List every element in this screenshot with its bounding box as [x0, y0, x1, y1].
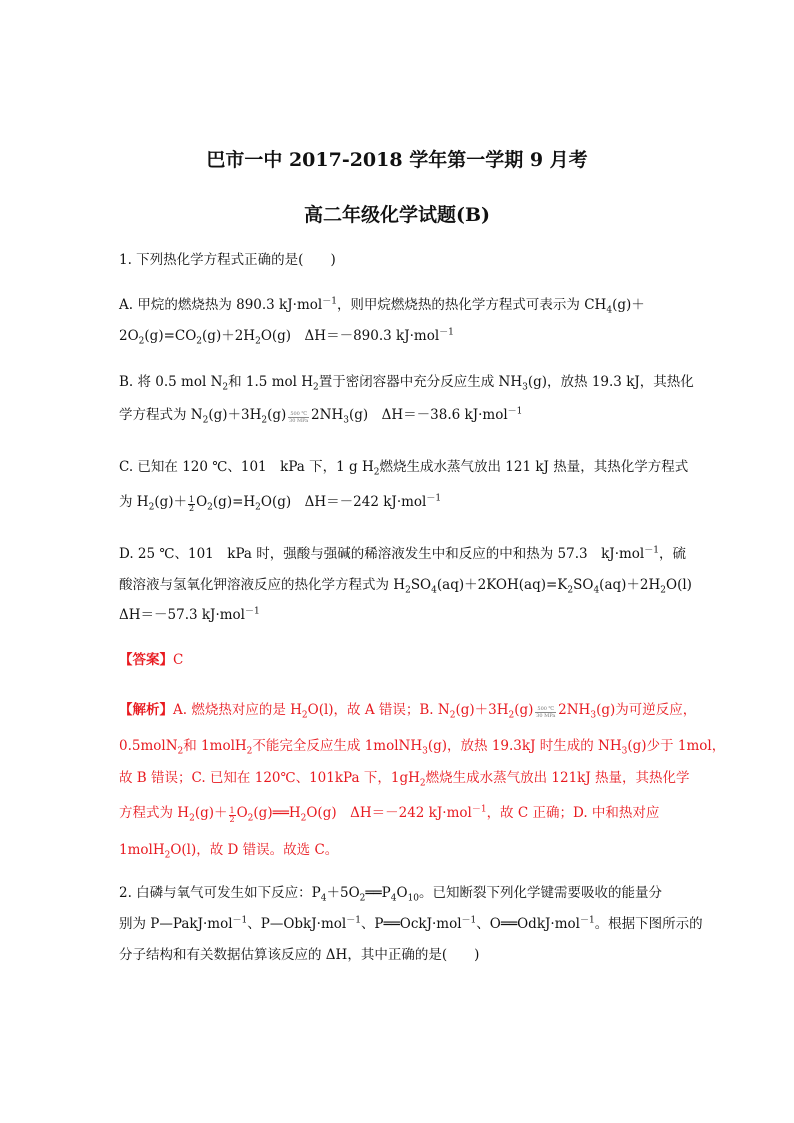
exam-subtitle: 高二年级化学试题(B) — [303, 204, 491, 226]
question-2-line-3: 分子结构和有关数据估算该反应的 ΔH，其中正确的是( ) — [119, 947, 480, 963]
option-d-line-2: 酸溶液与氢氧化钾溶液反应的热化学方程式为 $H_2SO_4(aq)+2KOH(aq)=K_2SO_4(aq)+2H_2O(l)$ — [119, 577, 692, 596]
explanation-line-4: 方程式为 $H_2(g)+$ $\frac{1}{2}$ $O_2(g)══H_2O(g)$ ΔH＝－242 kJ·mol$^{-1}$，故 C 正确；D. 中和热对应 — [119, 804, 660, 824]
reaction-condition: 500 ℃ 30 MPa — [289, 411, 309, 424]
option-d-line-3: ΔH＝－57.3 kJ·mol$^{-1}$ — [119, 606, 260, 623]
explanation-line-2: 0.5molN$_2$和 1molH$_2$不能完全反应生成 1molNH$_3$(g)，放热 19.3kJ 时生成的 $NH_3(g)$少于 1mol， — [119, 738, 726, 757]
explanation-line-3: 故 B 错误；C. 已知在 120℃、101kPa 下，$1gH_2$燃烧生成水蒸气放出 121kJ 热量，其热化学 — [119, 770, 690, 789]
option-b-line-1: B. 将 0.5 mol $N_2$和 1.5 mol $H_2$置于密闭容器中充分反应生成 $NH_3(g)$，放热 19.3 kJ，其热化 — [119, 374, 694, 393]
answer-value: C — [173, 652, 184, 668]
option-a-line-2: $2O_2(g)=CO_2(g)+2H_2O(g)$ ΔH＝－890.3 kJ·mol$^{-1}$ — [119, 327, 454, 347]
question-2-line-1: 2. 白磷与氧气可发生如下反应：$P_4+5O_2══P_4O_{10}$。已知断裂下列化学键需要吸收的能量分 — [119, 885, 663, 904]
answer-line — [119, 650, 679, 670]
reaction-condition: 500 ℃ 30 MPa — [536, 706, 556, 719]
explanation-line-5: 1molH$_2$O(l)，故 D 错误。故选 C。 — [119, 842, 339, 861]
explanation-line-1: 【解析】A. 燃烧热对应的是 $H_2O(l)$，故 A 错误；B. $N_2(g)+3H_2(g)$ 500 ℃ 30 MPa $2NH_3(g)$为可逆反应， — [119, 702, 697, 721]
option-b-line-2: 学方程式为 $N_2(g)+3H_2(g)$ 500 ℃ 30 MPa $2NH_3(g)$ ΔH＝－38.6 kJ·mol$^{-1}$ — [119, 406, 523, 426]
option-a-line-1: A. 甲烷的燃烧热为 890.3 kJ·mol$^{-1}$，则甲烷燃烧热的热化学方程式可表示为 $CH_4(g)+$ — [119, 296, 645, 316]
answer-label: 【答案】 — [119, 652, 173, 668]
option-c-line-2: 为 $H_2(g)+$ $\frac{1}{2}$ $O_2(g)=H_2O(g)$ ΔH＝－242 kJ·mol$^{-1}$ — [119, 493, 442, 513]
fraction-one-half: $\frac{1}{2}$ — [229, 806, 235, 824]
question-2-line-2: 别为 P—PakJ·mol$^{-1}$、P—ObkJ·mol$^{-1}$、P══OckJ·mol$^{-1}$、O══OdkJ·mol$^{-1}$。根据下图所示的 — [119, 915, 703, 932]
exam-title: 巴市一中 2017-2018 学年第一学期 9 月考 — [206, 149, 588, 171]
explanation-label: 【解析】 — [119, 702, 173, 718]
fraction-one-half: $\frac{1}{2}$ — [189, 495, 195, 513]
question-1-stem: 1. 下列热化学方程式正确的是( ) — [119, 252, 336, 268]
option-d-line-1: D. 25 ℃、101 kPa 时，强酸与强碱的稀溶液发生中和反应的中和热为 57.3 kJ·mol$^{-1}$，硫 — [119, 545, 686, 562]
option-c-line-1: C. 已知在 120 ℃、101 kPa 下，1 g $H_2$燃烧生成水蒸气放出 121 kJ 热量，其热化学方程式 — [119, 459, 689, 478]
